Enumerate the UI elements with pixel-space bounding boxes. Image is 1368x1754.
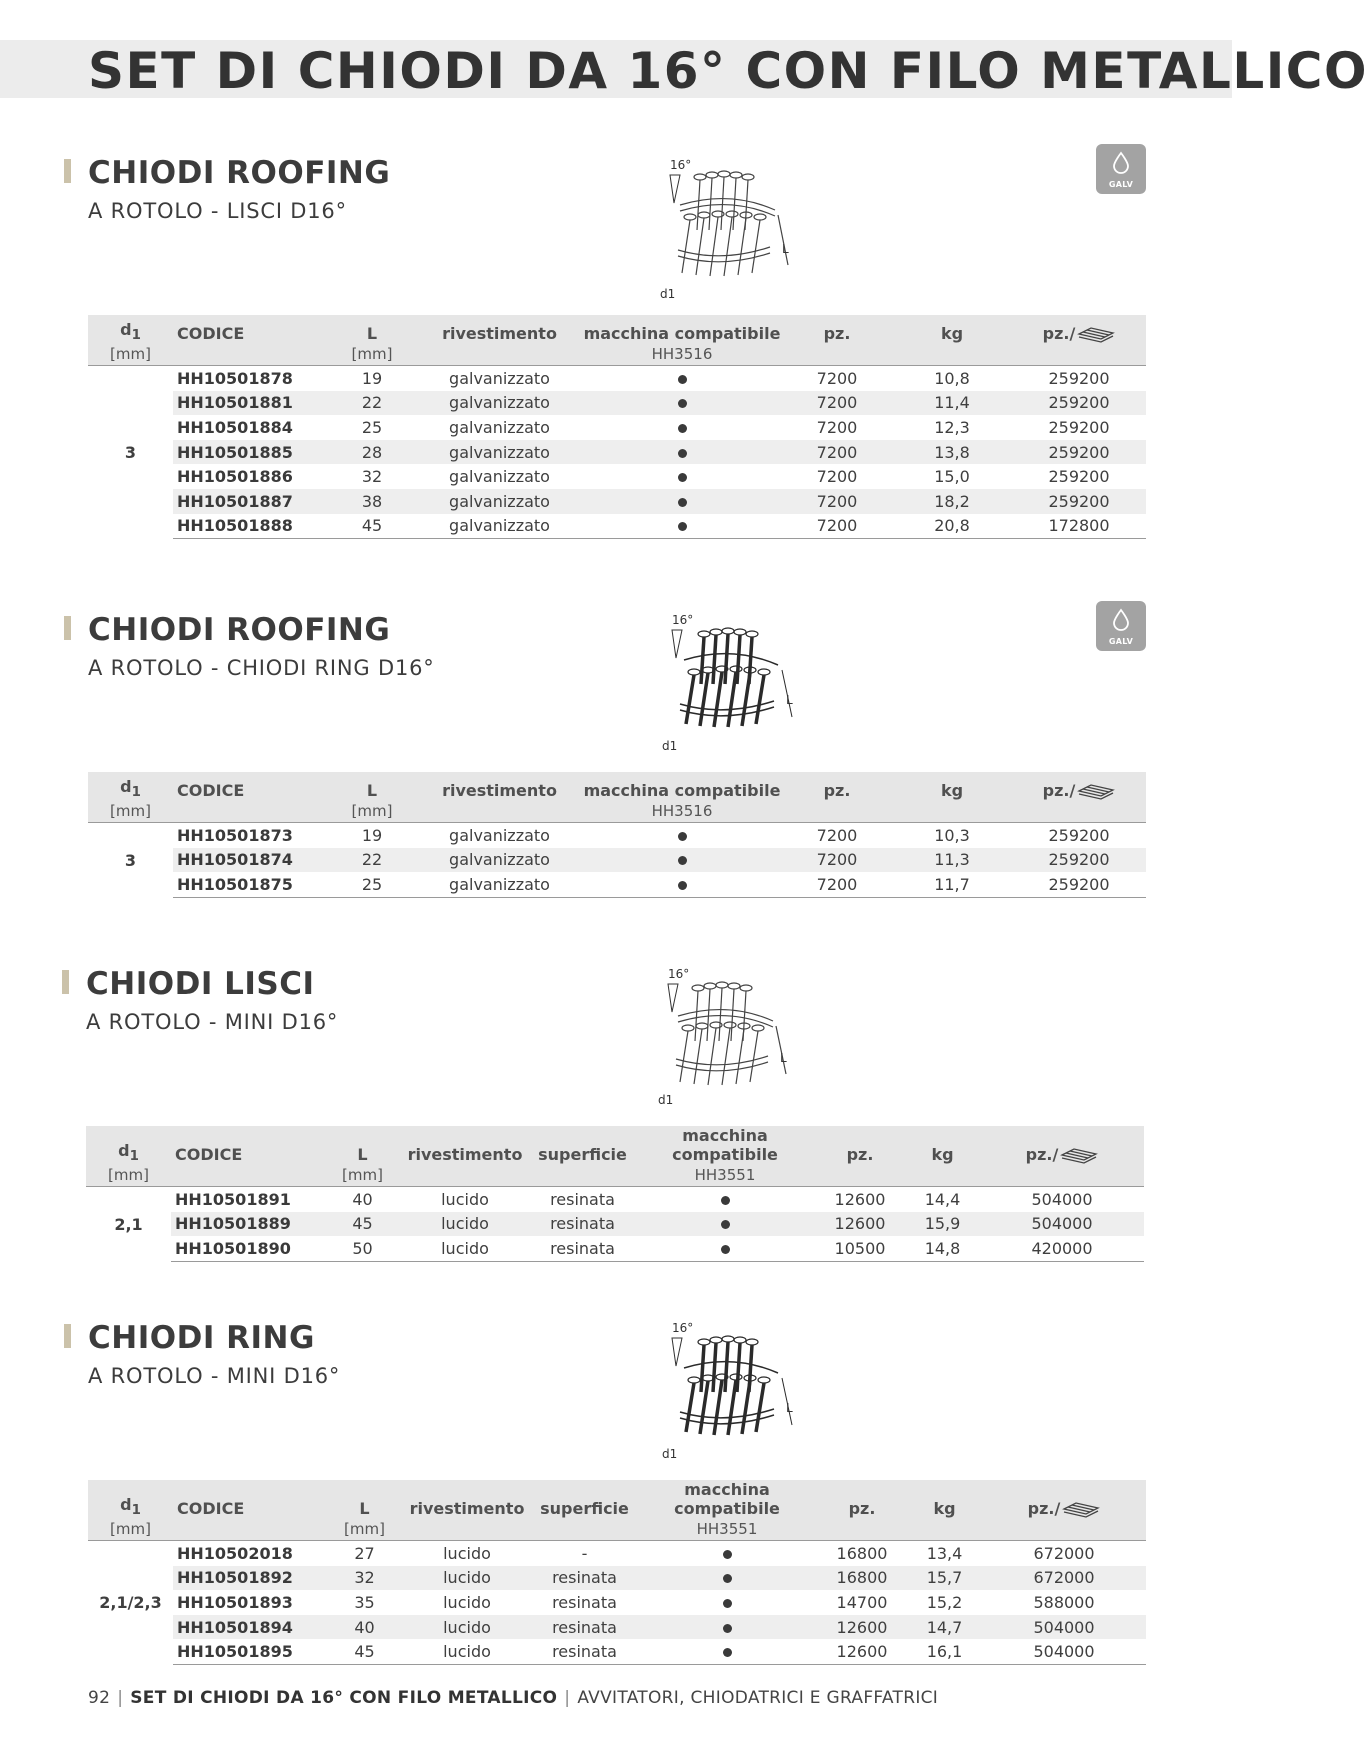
length-cell: 38 bbox=[327, 489, 417, 514]
length-cell: 28 bbox=[327, 440, 417, 465]
col-coating: rivestimento bbox=[402, 1480, 532, 1518]
spec-table bbox=[88, 1480, 1146, 1665]
coil-nails-ring-icon bbox=[662, 612, 802, 757]
machine-model: HH3516 bbox=[582, 343, 782, 366]
coil-nails-ring-icon bbox=[662, 1320, 802, 1465]
code-cell: HH10501875 bbox=[173, 872, 327, 897]
svg-text:L: L bbox=[786, 1401, 793, 1415]
svg-text:16°: 16° bbox=[672, 1321, 694, 1335]
col-pieces: pz. bbox=[817, 1480, 907, 1518]
page-title: SET DI CHIODI DA 16° CON FILO METALLICO bbox=[88, 42, 1368, 100]
unit-length: [mm] bbox=[327, 343, 417, 366]
compatible-dot bbox=[582, 464, 782, 489]
table-row bbox=[88, 872, 1146, 897]
surface-cell: resinata bbox=[532, 1639, 637, 1664]
col-machine: macchina compatibile bbox=[582, 772, 782, 800]
col-d1: $d_1$ bbox=[88, 315, 173, 343]
length-cell: 25 bbox=[327, 872, 417, 897]
surface-cell: - bbox=[581, 1543, 588, 1563]
length-cell: 19 bbox=[361, 825, 383, 845]
col-machine: macchina compatibile bbox=[582, 315, 782, 343]
kg-cell: 10,3 bbox=[934, 825, 970, 845]
pallet-cell: 504000 bbox=[982, 1615, 1146, 1640]
length-cell: 45 bbox=[325, 1212, 400, 1237]
section-subtitle: A ROTOLO - CHIODI RING D16° bbox=[88, 656, 435, 680]
pieces-cell: 7200 bbox=[816, 467, 858, 487]
kg-cell: 15,7 bbox=[907, 1566, 982, 1591]
col-coating: rivestimento bbox=[400, 1126, 530, 1164]
compatible-dot bbox=[582, 489, 782, 514]
col-length: L bbox=[327, 1480, 402, 1518]
table-row bbox=[88, 848, 1146, 873]
section-marker bbox=[64, 1324, 71, 1348]
unit-d1: [mm] bbox=[88, 800, 173, 823]
compatible-dot bbox=[582, 848, 782, 873]
col-pieces: pz. bbox=[782, 772, 892, 800]
coating-cell: galvanizzato bbox=[417, 848, 582, 873]
kg-cell: 13,4 bbox=[926, 1543, 963, 1563]
code-cell: HH10501894 bbox=[173, 1615, 327, 1640]
pieces-cell: 12600 bbox=[815, 1212, 905, 1237]
coating-cell: lucido bbox=[402, 1615, 532, 1640]
kg-cell: 14,4 bbox=[924, 1189, 961, 1209]
table-row bbox=[88, 823, 1146, 848]
table-row bbox=[86, 1187, 1144, 1212]
pieces-cell: 16800 bbox=[836, 1543, 888, 1563]
galv-label: GALV bbox=[1108, 180, 1134, 189]
pieces-cell: 12600 bbox=[817, 1639, 907, 1664]
coating-cell: galvanizzato bbox=[417, 872, 582, 897]
spec-table bbox=[86, 1126, 1144, 1262]
svg-text:16°: 16° bbox=[668, 967, 690, 981]
pieces-cell: 12600 bbox=[834, 1189, 886, 1209]
table-row bbox=[86, 1236, 1144, 1261]
table-row bbox=[88, 440, 1146, 465]
unit-d1: [mm] bbox=[88, 1518, 173, 1541]
pieces-cell: 10500 bbox=[815, 1236, 905, 1261]
surface-cell: resinata bbox=[552, 1592, 617, 1612]
length-cell: 50 bbox=[325, 1236, 400, 1261]
coating-cell: lucido bbox=[443, 1592, 491, 1612]
section-title: CHIODI ROOFING bbox=[88, 612, 391, 648]
unit-d1: [mm] bbox=[88, 343, 173, 366]
pieces-cell: 16800 bbox=[817, 1566, 907, 1591]
coating-cell: galvanizzato bbox=[449, 368, 550, 388]
pieces-cell: 7200 bbox=[816, 825, 858, 845]
d1-value: 3 bbox=[124, 850, 137, 870]
code-cell: HH10501885 bbox=[173, 440, 327, 465]
length-cell: 25 bbox=[361, 417, 383, 437]
length-cell: 19 bbox=[361, 368, 383, 388]
pieces-cell: 7200 bbox=[782, 872, 892, 897]
table-row bbox=[88, 391, 1146, 416]
kg-cell: 12,3 bbox=[934, 417, 970, 437]
surface-cell: resinata bbox=[532, 1566, 637, 1591]
svg-text:d1: d1 bbox=[662, 1447, 678, 1461]
col-length: L bbox=[327, 315, 417, 343]
kg-cell: 13,8 bbox=[892, 440, 1012, 465]
table-row bbox=[88, 1639, 1146, 1664]
compatible-dot bbox=[635, 1187, 815, 1212]
col-pieces: pz. bbox=[782, 315, 892, 343]
pieces-cell: 12600 bbox=[817, 1615, 907, 1640]
pallet-cell: 504000 bbox=[980, 1212, 1144, 1237]
col-length: L bbox=[325, 1126, 400, 1164]
col-d1: $d_1$ bbox=[86, 1126, 171, 1164]
coating-cell: lucido bbox=[402, 1639, 532, 1664]
code-cell: HH10501886 bbox=[177, 467, 293, 487]
pallet-cell: 259200 bbox=[1012, 872, 1146, 897]
length-cell: 32 bbox=[361, 467, 383, 487]
svg-text:L: L bbox=[780, 1051, 787, 1065]
code-cell: HH10502018 bbox=[177, 1543, 293, 1563]
machine-model: HH3516 bbox=[582, 800, 782, 823]
svg-text:L: L bbox=[782, 242, 789, 256]
surface-cell: resinata bbox=[550, 1189, 615, 1209]
unit-length: [mm] bbox=[327, 800, 417, 823]
table-row bbox=[88, 464, 1146, 489]
code-cell: HH10501890 bbox=[171, 1236, 325, 1261]
svg-text:L: L bbox=[786, 693, 793, 707]
col-kg: kg bbox=[892, 772, 1012, 800]
compatible-dot bbox=[582, 872, 782, 897]
coating-cell: lucido bbox=[400, 1212, 530, 1237]
spec-table bbox=[88, 772, 1146, 898]
kg-cell: 15,9 bbox=[905, 1212, 980, 1237]
section-marker bbox=[64, 159, 71, 183]
compatible-dot bbox=[635, 1212, 815, 1237]
water-drop-icon bbox=[1112, 152, 1130, 174]
length-cell: 45 bbox=[327, 1639, 402, 1664]
page-footer: 92 | SET DI CHIODI DA 16° CON FILO METALLICO | AVVITATORI, CHIODATRICI E GRAFFATRICI bbox=[88, 1688, 939, 1708]
galv-badge bbox=[1096, 601, 1146, 651]
code-cell: HH10501888 bbox=[173, 514, 327, 539]
pallet-cell: 259200 bbox=[1012, 391, 1146, 416]
compatible-dot bbox=[582, 440, 782, 465]
code-cell: HH10501884 bbox=[177, 417, 293, 437]
code-cell: HH10501873 bbox=[177, 825, 293, 845]
coating-cell: galvanizzato bbox=[417, 514, 582, 539]
table-row bbox=[88, 1566, 1146, 1591]
coating-cell: galvanizzato bbox=[417, 391, 582, 416]
pieces-cell: 7200 bbox=[782, 489, 892, 514]
pieces-cell: 7200 bbox=[782, 514, 892, 539]
compatible-dot bbox=[635, 1236, 815, 1261]
svg-text:d1: d1 bbox=[658, 1093, 674, 1107]
pieces-cell: 7200 bbox=[782, 848, 892, 873]
section-title: CHIODI ROOFING bbox=[88, 155, 391, 191]
compatible-dot bbox=[637, 1639, 817, 1664]
kg-cell: 11,4 bbox=[892, 391, 1012, 416]
col-length: L bbox=[327, 772, 417, 800]
col-pallet: pz./ bbox=[980, 1126, 1144, 1164]
pallet-icon bbox=[1077, 325, 1115, 343]
col-kg: kg bbox=[905, 1126, 980, 1164]
pallet-icon bbox=[1062, 1500, 1100, 1518]
machine-model: HH3551 bbox=[637, 1518, 817, 1541]
section-title: CHIODI RING bbox=[88, 1320, 315, 1356]
table-row bbox=[88, 1590, 1146, 1615]
water-drop-icon bbox=[1112, 609, 1130, 631]
galv-badge bbox=[1096, 144, 1146, 194]
kg-cell: 20,8 bbox=[892, 514, 1012, 539]
pallet-cell: 172800 bbox=[1012, 514, 1146, 539]
col-d1: $d_1$ bbox=[88, 1480, 173, 1518]
col-code: CODICE bbox=[173, 772, 327, 800]
code-cell: HH10501891 bbox=[175, 1189, 291, 1209]
col-kg: kg bbox=[907, 1480, 982, 1518]
compatible-dot bbox=[637, 1541, 817, 1566]
section-subtitle: A ROTOLO - MINI D16° bbox=[86, 1010, 339, 1034]
col-machine: macchina compatibile bbox=[637, 1480, 817, 1518]
pallet-cell: 420000 bbox=[980, 1236, 1144, 1261]
length-cell: 32 bbox=[327, 1566, 402, 1591]
length-cell: 45 bbox=[327, 514, 417, 539]
svg-text:16°: 16° bbox=[670, 158, 692, 172]
section-title: CHIODI LISCI bbox=[86, 966, 315, 1002]
pieces-cell: 7200 bbox=[816, 368, 858, 388]
svg-text:d1: d1 bbox=[660, 287, 676, 301]
pallet-cell: 504000 bbox=[982, 1639, 1146, 1664]
compatible-dot bbox=[582, 391, 782, 416]
pallet-cell: 259200 bbox=[1012, 489, 1146, 514]
col-code: CODICE bbox=[171, 1126, 325, 1164]
coating-cell: lucido bbox=[443, 1543, 491, 1563]
pallet-cell: 672000 bbox=[982, 1566, 1146, 1591]
pallet-cell: 259200 bbox=[1048, 467, 1110, 487]
col-pieces: pz. bbox=[815, 1126, 905, 1164]
pallet-cell: 259200 bbox=[1012, 440, 1146, 465]
pieces-cell: 14700 bbox=[836, 1592, 888, 1612]
coating-cell: galvanizzato bbox=[449, 467, 550, 487]
length-cell: 22 bbox=[327, 848, 417, 873]
kg-cell: 11,3 bbox=[892, 848, 1012, 873]
col-surface: superficie bbox=[530, 1126, 635, 1164]
d1-value: 2,1/2,3 bbox=[99, 1593, 162, 1613]
table-row bbox=[88, 366, 1146, 391]
code-cell: HH10501889 bbox=[171, 1212, 325, 1237]
coating-cell: galvanizzato bbox=[417, 489, 582, 514]
unit-length: [mm] bbox=[325, 1164, 400, 1187]
pallet-icon bbox=[1060, 1146, 1098, 1164]
code-cell: HH10501881 bbox=[173, 391, 327, 416]
compatible-dot bbox=[637, 1615, 817, 1640]
pallet-cell: 259200 bbox=[1012, 848, 1146, 873]
col-pallet: pz./ bbox=[1012, 315, 1146, 343]
page-number: 92 bbox=[88, 1688, 111, 1708]
table-row bbox=[88, 489, 1146, 514]
coil-nails-smooth-icon bbox=[658, 966, 798, 1111]
coating-cell: lucido bbox=[402, 1566, 532, 1591]
table-row bbox=[86, 1212, 1144, 1237]
unit-d1: [mm] bbox=[86, 1164, 171, 1187]
pallet-icon bbox=[1077, 782, 1115, 800]
kg-cell: 18,2 bbox=[892, 489, 1012, 514]
section-marker bbox=[64, 616, 71, 640]
col-machine: macchina compatibile bbox=[635, 1126, 815, 1164]
compatible-dot bbox=[637, 1566, 817, 1591]
coil-nails-smooth-icon bbox=[660, 155, 800, 305]
footer-category: AVVITATORI, CHIODATRICI E GRAFFATRICI bbox=[577, 1688, 939, 1708]
section-marker bbox=[62, 970, 69, 994]
svg-text:d1: d1 bbox=[662, 739, 678, 753]
section-subtitle: A ROTOLO - MINI D16° bbox=[88, 1364, 341, 1388]
footer-section-name: SET DI CHIODI DA 16° CON FILO METALLICO bbox=[130, 1688, 558, 1708]
code-cell: HH10501895 bbox=[173, 1639, 327, 1664]
surface-cell: resinata bbox=[532, 1615, 637, 1640]
kg-cell: 14,7 bbox=[907, 1615, 982, 1640]
col-coating: rivestimento bbox=[417, 772, 582, 800]
coating-cell: lucido bbox=[400, 1236, 530, 1261]
coating-cell: galvanizzato bbox=[449, 417, 550, 437]
pallet-cell: 259200 bbox=[1048, 417, 1110, 437]
pieces-cell: 7200 bbox=[816, 417, 858, 437]
kg-cell: 10,8 bbox=[934, 368, 970, 388]
table-row bbox=[88, 1615, 1146, 1640]
pallet-cell: 504000 bbox=[1031, 1189, 1093, 1209]
col-coating: rivestimento bbox=[417, 315, 582, 343]
section-subtitle: A ROTOLO - LISCI D16° bbox=[88, 199, 347, 223]
kg-cell: 14,8 bbox=[905, 1236, 980, 1261]
compatible-dot bbox=[582, 514, 782, 539]
coating-cell: galvanizzato bbox=[449, 825, 550, 845]
col-kg: kg bbox=[892, 315, 1012, 343]
col-code: CODICE bbox=[173, 1480, 327, 1518]
col-code: CODICE bbox=[173, 315, 327, 343]
kg-cell: 15,2 bbox=[926, 1592, 963, 1612]
kg-cell: 16,1 bbox=[907, 1639, 982, 1664]
table-row bbox=[88, 1541, 1146, 1566]
kg-cell: 11,7 bbox=[892, 872, 1012, 897]
code-cell: HH10501874 bbox=[173, 848, 327, 873]
col-d1: $d_1$ bbox=[88, 772, 173, 800]
galv-label: GALV bbox=[1108, 637, 1134, 646]
col-pallet: pz./ bbox=[1012, 772, 1146, 800]
length-cell: 22 bbox=[327, 391, 417, 416]
length-cell: 40 bbox=[327, 1615, 402, 1640]
d1-value: 2,1 bbox=[114, 1214, 143, 1234]
surface-cell: resinata bbox=[530, 1236, 635, 1261]
compatible-dot bbox=[582, 366, 782, 391]
pallet-cell: 588000 bbox=[1033, 1592, 1095, 1612]
machine-model: HH3551 bbox=[635, 1164, 815, 1187]
pieces-cell: 7200 bbox=[782, 440, 892, 465]
pallet-cell: 259200 bbox=[1048, 368, 1110, 388]
kg-cell: 15,0 bbox=[934, 467, 970, 487]
pieces-cell: 7200 bbox=[782, 391, 892, 416]
col-surface: superficie bbox=[532, 1480, 637, 1518]
coating-cell: lucido bbox=[441, 1189, 489, 1209]
spec-table bbox=[88, 315, 1146, 539]
code-cell: HH10501893 bbox=[177, 1592, 293, 1612]
compatible-dot bbox=[637, 1590, 817, 1615]
svg-text:16°: 16° bbox=[672, 613, 694, 627]
surface-cell: resinata bbox=[530, 1212, 635, 1237]
code-cell: HH10501892 bbox=[173, 1566, 327, 1591]
coating-cell: galvanizzato bbox=[417, 440, 582, 465]
length-cell: 27 bbox=[354, 1543, 375, 1563]
col-pallet: pz./ bbox=[982, 1480, 1146, 1518]
length-cell: 40 bbox=[352, 1189, 373, 1209]
table-row bbox=[88, 415, 1146, 440]
compatible-dot bbox=[582, 415, 782, 440]
code-cell: HH10501878 bbox=[177, 368, 293, 388]
unit-length: [mm] bbox=[327, 1518, 402, 1541]
compatible-dot bbox=[582, 823, 782, 848]
pallet-cell: 259200 bbox=[1048, 825, 1110, 845]
length-cell: 35 bbox=[354, 1592, 375, 1612]
pallet-cell: 672000 bbox=[1033, 1543, 1095, 1563]
code-cell: HH10501887 bbox=[173, 489, 327, 514]
table-row bbox=[88, 514, 1146, 539]
d1-value: 3 bbox=[124, 442, 137, 462]
